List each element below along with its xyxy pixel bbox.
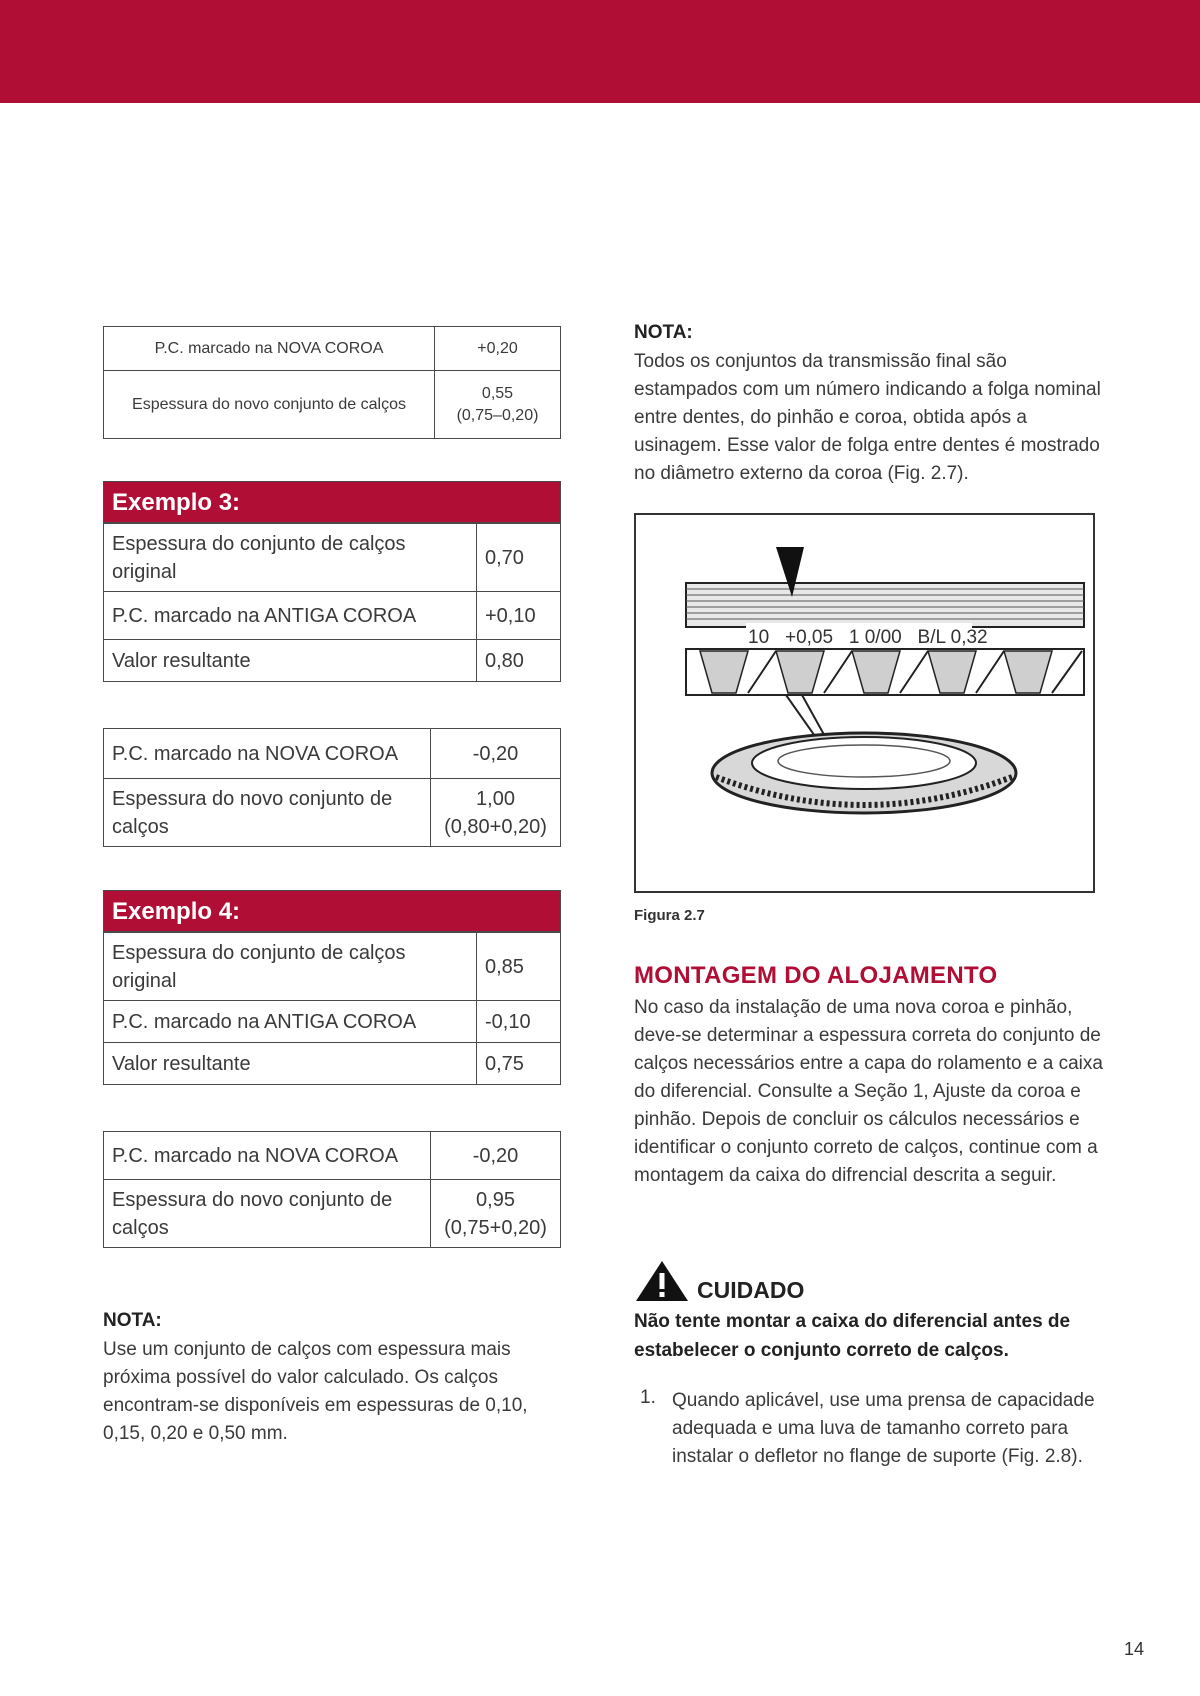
table-cell-label: Espessura do novo conjunto de calços — [104, 1180, 431, 1248]
example-3-table — [103, 523, 561, 682]
example-3-new-table — [103, 728, 561, 847]
table-cell-value: +0,20 — [435, 327, 561, 371]
table-row — [104, 779, 561, 847]
note-label-top: NOTA: — [634, 322, 693, 343]
example-4-new-table — [103, 1131, 561, 1248]
value-line: 0,55 — [481, 384, 514, 402]
table-row — [104, 1180, 561, 1248]
table-cell-label: Valor resultante — [104, 640, 477, 682]
table-cell-value — [431, 779, 561, 847]
gear-rim-band — [686, 583, 1084, 627]
table-cell-value: -0,10 — [477, 1001, 561, 1043]
ring-gear-illustration — [636, 515, 1093, 891]
table-row — [104, 1043, 561, 1085]
table-cell-value: 0,85 — [477, 933, 561, 1001]
caution-title: CUIDADO — [697, 1277, 805, 1303]
table-cell-value: 0,80 — [477, 640, 561, 682]
table-row — [104, 933, 561, 1001]
example-4-table — [103, 932, 561, 1085]
value-line: 1,00 — [476, 787, 515, 810]
table-cell-label: Espessura do conjunto de calços original — [104, 933, 477, 1001]
table-cell-label: P.C. marcado na NOVA COROA — [104, 327, 435, 371]
table-cell-label: Espessura do novo conjunto de calços — [104, 779, 431, 847]
example-4-heading: Exemplo 4: — [103, 890, 561, 932]
table-cell-label: P.C. marcado na NOVA COROA — [104, 1132, 431, 1180]
table-row — [104, 524, 561, 592]
page-number: 14 — [1124, 1639, 1145, 1659]
table-cell-value: -0,20 — [431, 1132, 561, 1180]
figure-caption: Figura 2.7 — [634, 907, 705, 924]
warning-triangle-icon — [634, 1259, 690, 1303]
table-cell-value: 0,70 — [477, 524, 561, 592]
caution-text: Não tente montar a caixa do diferencial antes de estabelecer o conjunto correto de calços. — [634, 1311, 1071, 1361]
step-text: Quando aplicável, use uma prensa de capacidade adequada e uma luva de tamanho correto para instalar o defletor no flange de suporte (Fig. 2.8). — [672, 1390, 1095, 1467]
table-cell-label: P.C. marcado na ANTIGA COROA — [104, 592, 477, 640]
value-line: (0,80+0,20) — [444, 815, 547, 838]
table-cell-value: 0,75 — [477, 1043, 561, 1085]
value-line: (0,75–0,20) — [456, 406, 539, 424]
header-band — [0, 0, 1200, 103]
table-cell-value: +0,10 — [477, 592, 561, 640]
step-number: 1. — [640, 1387, 656, 1408]
table-cell-label: Espessura do conjunto de calços original — [104, 524, 477, 592]
table-cell-value — [435, 371, 561, 439]
table-row — [104, 371, 561, 439]
table-cell-value — [431, 1180, 561, 1248]
table-row — [104, 1001, 561, 1043]
shim-table-example-2-end — [103, 326, 561, 439]
value-line: 0,95 — [476, 1188, 515, 1211]
figure-2-7 — [634, 513, 1095, 893]
table-cell-value: -0,20 — [431, 729, 561, 779]
note-label-bottom: NOTA: — [103, 1310, 162, 1331]
section-title-montagem: MONTAGEM DO ALOJAMENTO — [634, 962, 998, 989]
table-cell-label: P.C. marcado na ANTIGA COROA — [104, 1001, 477, 1043]
table-cell-label: P.C. marcado na NOVA COROA — [104, 729, 431, 779]
table-row — [104, 327, 561, 371]
table-row — [104, 640, 561, 682]
table-row — [104, 729, 561, 779]
gear-stamp-text: 10 +0,05 1 0/00 B/L 0,32 — [748, 627, 988, 648]
montagem-text: No caso da instalação de uma nova coroa e pinhão, deve-se determinar a espessura correta do conjunto de calços necessários entre a capa do rolamento e a caixa do diferencial. Consulte a Seção 1, Ajuste da coroa e pinhão. Depois de concluir os cálculos necessários e identificar o conjunto correto de calços, continue com a montagem da caixa do difrencial descrita a seguir. — [634, 997, 1103, 1186]
table-row — [104, 1132, 561, 1180]
table-cell-label: Espessura do novo conjunto de calços — [104, 371, 435, 439]
note-text-bottom: Use um conjunto de calços com espessura mais próxima possível do valor calculado. Os calços encontram-se disponíveis em espessuras de 0,10, 0,15, 0,20 e 0,50 mm. — [103, 1339, 528, 1444]
table-row — [104, 592, 561, 640]
table-cell-label: Valor resultante — [104, 1043, 477, 1085]
example-3-heading: Exemplo 3: — [103, 481, 561, 523]
note-text-top: Todos os conjuntos da transmissão final são estampados com um número indicando a folga nominal entre dentes, do pinhão e coroa, obtida após a usinagem. Esse valor de folga entre dentes é mostrado no diâmetro externo da coroa (Fig. 2.7). — [634, 351, 1101, 484]
value-line: (0,75+0,20) — [444, 1216, 547, 1239]
